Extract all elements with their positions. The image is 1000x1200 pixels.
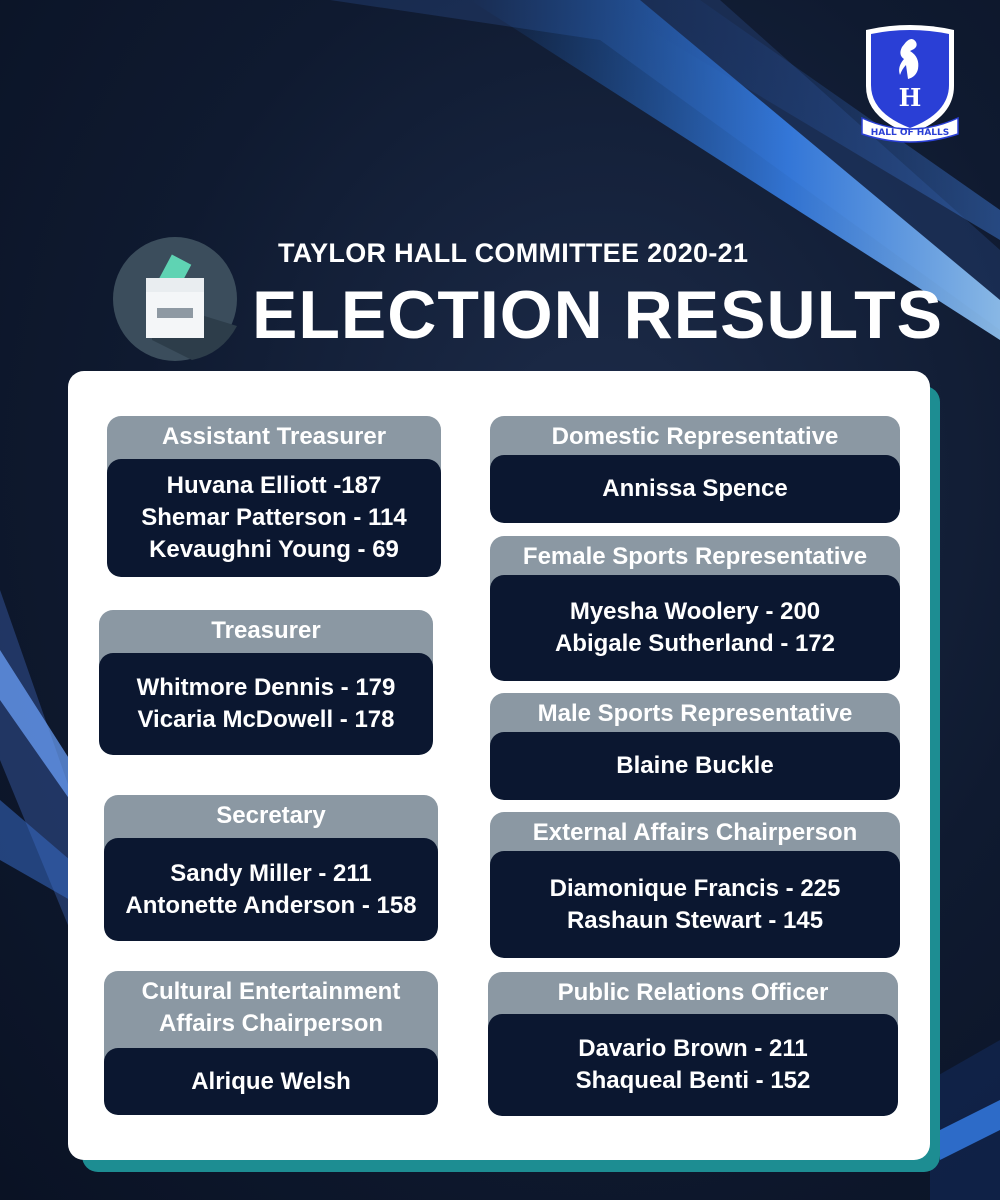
result-line: Annissa Spence <box>602 475 788 502</box>
position-public-relations-officer <box>488 972 898 1116</box>
result-line: Huvana Elliott -187 <box>166 472 382 499</box>
result-line: Abigale Sutherland - 172 <box>554 630 836 657</box>
position-title: Female Sports Representative <box>522 543 868 570</box>
results-panel <box>104 1048 438 1115</box>
ballot-box-icon <box>112 236 238 362</box>
results-panel <box>490 851 900 958</box>
position-title: Treasurer <box>211 617 321 644</box>
result-line: Myesha Woolery - 200 <box>569 598 821 625</box>
position-title: Cultural Entertainment <box>141 978 401 1005</box>
position-title: Male Sports Representative <box>537 700 853 727</box>
position-secretary <box>104 795 438 941</box>
crest-banner-text: HALL OF HALLS <box>870 128 950 138</box>
position-title: External Affairs Chairperson <box>532 819 858 846</box>
result-line: Shemar Patterson - 114 <box>141 504 407 531</box>
position-domestic-representative <box>490 416 900 523</box>
position-cultural-entertainment-affairs-chairperson <box>104 971 438 1115</box>
results-panel <box>490 732 900 800</box>
result-line: Shaqueal Benti - 152 <box>575 1067 811 1094</box>
position-female-sports-representative <box>490 536 900 681</box>
page-title: ELECTION RESULTS <box>252 277 943 353</box>
result-line: Antonette Anderson - 158 <box>125 891 417 919</box>
result-line: Alrique Welsh <box>191 1067 351 1095</box>
crest-letter: H <box>898 83 922 112</box>
position-assistant-treasurer <box>107 416 441 577</box>
result-line: Vicaria McDowell - 178 <box>137 706 395 733</box>
results-panel <box>104 838 438 941</box>
result-line: Diamonique Francis - 225 <box>549 874 841 902</box>
result-line: Rashaun Stewart - 145 <box>566 906 824 934</box>
results-panel <box>490 575 900 681</box>
result-line: Davario Brown - 211 <box>578 1035 808 1062</box>
results-panel <box>99 653 433 755</box>
results-panel <box>107 459 441 577</box>
position-male-sports-representative <box>490 693 900 800</box>
result-line: Sandy Miller - 211 <box>170 859 372 887</box>
position-title: Secretary <box>216 802 326 829</box>
results-panel <box>488 1014 898 1116</box>
result-line: Whitmore Dennis - 179 <box>136 674 396 701</box>
result-line: Blaine Buckle <box>616 752 774 779</box>
position-title: Public Relations Officer <box>557 979 829 1006</box>
position-title-line-2: Affairs Chairperson <box>158 1010 384 1037</box>
results-panel <box>490 455 900 523</box>
position-external-affairs-chairperson <box>490 812 900 958</box>
position-title: Assistant Treasurer <box>161 423 387 450</box>
committee-subtitle: TAYLOR HALL COMMITTEE 2020-21 <box>278 238 749 268</box>
position-title: Domestic Representative <box>551 423 839 450</box>
hall-crest-logo <box>858 22 962 146</box>
result-line: Kevaughni Young - 69 <box>149 536 399 563</box>
position-treasurer <box>99 610 433 755</box>
